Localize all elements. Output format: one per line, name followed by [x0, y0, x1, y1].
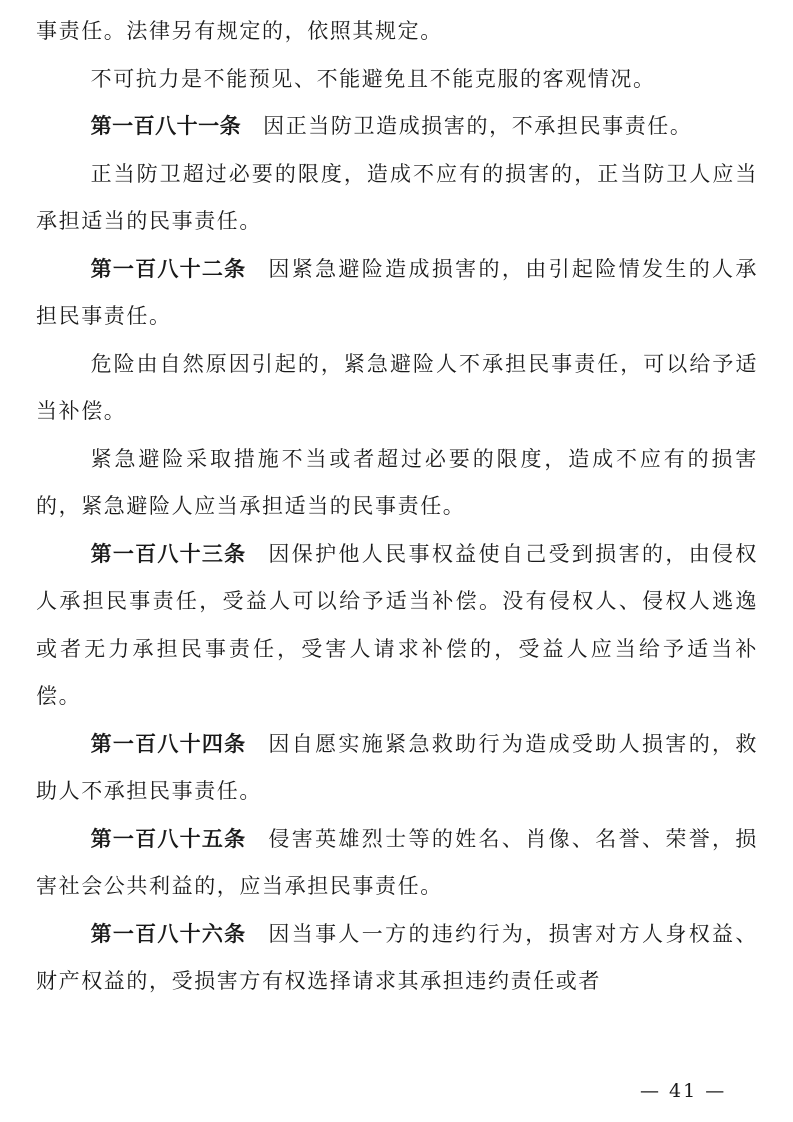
article-number: 第一百八十三条: [90, 541, 247, 566]
paragraph: [36, 103, 758, 151]
article-number: 第一百八十五条: [90, 826, 247, 851]
paragraph-text: 紧急避险采取措施不当或者超过必要的限度，造成不应有的损害的，紧急避险人应当承担适当的民事责任。: [36, 446, 758, 518]
paragraph: [36, 436, 758, 531]
article-number: 第一百八十二条: [90, 256, 247, 281]
paragraph: [36, 246, 758, 341]
paragraph: [36, 531, 758, 721]
paragraph-text: 因正当防卫造成损害的，不承担民事责任。: [263, 114, 693, 138]
paragraph: [36, 56, 758, 104]
paragraph: [36, 911, 758, 1006]
paragraph-text: 因当事人一方的违约行为，损害对方人身权益、财产权益的，受损害方有权选择请求其承担违约责任或者: [36, 921, 758, 993]
paragraph: [36, 341, 758, 436]
document-body: [36, 8, 758, 1006]
paragraph-text: 事责任。法律另有规定的，依照其规定。: [36, 19, 443, 43]
paragraph-text: 危险由自然原因引起的，紧急避险人不承担民事责任，可以给予适当补偿。: [36, 351, 758, 423]
paragraph-text: 正当防卫超过必要的限度，造成不应有的损害的，正当防卫人应当承担适当的民事责任。: [36, 161, 758, 233]
page-number: — 41 —: [640, 1080, 727, 1102]
paragraph-text: 因紧急避险造成损害的，由引起险情发生的人承担民事责任。: [36, 256, 758, 328]
article-number: 第一百八十四条: [90, 731, 247, 756]
article-number: 第一百八十六条: [90, 921, 247, 946]
paragraph: [36, 816, 758, 911]
paragraph-text: 侵害英雄烈士等的姓名、肖像、名誉、荣誉，损害社会公共利益的，应当承担民事责任。: [36, 826, 758, 898]
article-number: 第一百八十一条: [90, 114, 242, 138]
paragraph-text: 不可抗力是不能预见、不能避免且不能克服的客观情况。: [90, 66, 656, 91]
paragraph: [36, 8, 758, 56]
paragraph: [36, 151, 758, 246]
paragraph-text: 因保护他人民事权益使自己受到损害的，由侵权人承担民事责任，受益人可以给予适当补偿。没有侵权人、侵权人逃逸或者无力承担民事责任，受害人请求补偿的，受益人应当给予适当补偿。: [36, 541, 758, 708]
paragraph-text: 因自愿实施紧急救助行为造成受助人损害的，救助人不承担民事责任。: [36, 731, 758, 803]
paragraph: [36, 721, 758, 816]
